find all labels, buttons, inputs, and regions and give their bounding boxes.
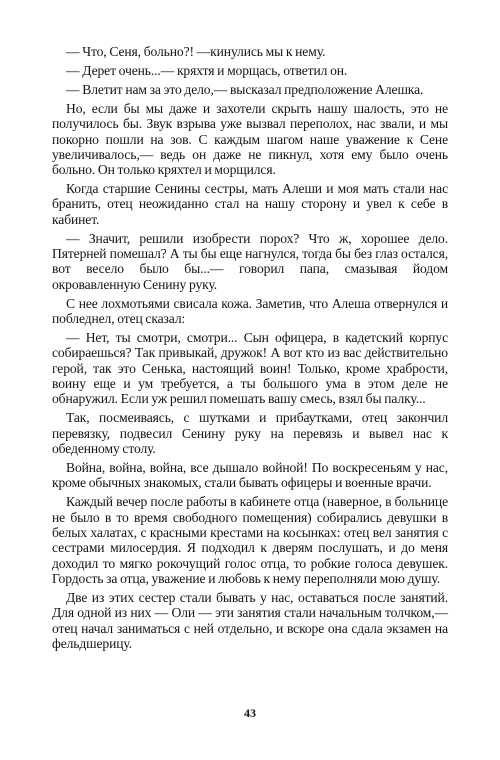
paragraph-4: Но, если бы мы даже и захотели скрыть нашу шалость, это не получилось бы. Звук взрыва уже вызвал переполох, нас звали, и мы покорно пошли на зов. С каждым шагом наше уважение к Сене увеличивалось,— ведь он даже не пикнул, хотя ему было очень больно. Он только кряхтел и морщился. — [52, 100, 448, 178]
paragraph-8: — Нет, ты смотри, смотри... Сын офицера, в кадетский корпус собираешься? Так привыкай, дружок! А вот кто из вас действительно герой, так это Сенька, настоящий воин! Только, кроме храбрости, воину еще и ум требуется, а ты большого ума в этом деле не обнаружил. Если уж решил помешать вашу смесь, взял бы палку... — [52, 330, 448, 407]
paragraph-7: С нее лохмотьями свисала кожа. Заметив, что Алеша отвернулся и побледнел, отец сказал: — [52, 295, 448, 327]
paragraph-10: Война, война, война, все дышало войной! По воскресеньям у нас, кроме обычных знакомых, стали бывать офицеры и военные врачи. — [52, 459, 448, 491]
paragraph-1: — Что, Сеня, больно?! —кинулись мы к нему. — [66, 44, 326, 59]
page-text-block — [52, 44, 448, 655]
paragraph-3: — Влетит нам за это дело,— высказал предположение Алешка. — [66, 81, 424, 97]
paragraph-6: — Значит, решили изобрести порох? Что ж, хорошее дело. Пятерней помешал? А ты бы еще нагнулся, тогда бы без глаз остался, вот весело было бы...— говорил папа, смазывая йодом окровавленную Сенину руку. — [52, 230, 448, 292]
paragraph-11: Каждый вечер после работы в кабинете отца (наверное, в больнице не было в то время свободного помещения) собирались девушки в белых халатах, с красными крестами на косынках: отец вел занятия с сестрами милосердия. Я подходил к дверям послушать, и до меня доходил то мягко рокочущий голос отца, то робкие голоса девушек. Гордость за отца, уважение и любовь к нему переполняли мою душу. — [52, 494, 448, 586]
paragraph-5: Когда старшие Сенины сестры, мать Алеши и моя мать стали нас бранить, отец неожиданно стал на нашу сторону и увел к себе в кабинет. — [52, 181, 448, 227]
paragraph-12: Две из этих сестер стали бывать у нас, оставаться после занятий. Для одной из них — Оли — эти занятия стали начальным толчком,— отец начал заниматься с ней отдельно, и вскоре она сдала экзамен на фельдшерицу. — [52, 589, 448, 651]
paragraph-2: — Дерет очень...— кряхтя и морщась, ответил он. — [66, 62, 348, 78]
page-number: 43 — [244, 706, 256, 720]
paragraph-9: Так, посмеиваясь, с шутками и прибаутками, отец закончил перевязку, подвесил Сенину руку на перевязь и вывел нас к обеденному столу. — [52, 410, 448, 456]
